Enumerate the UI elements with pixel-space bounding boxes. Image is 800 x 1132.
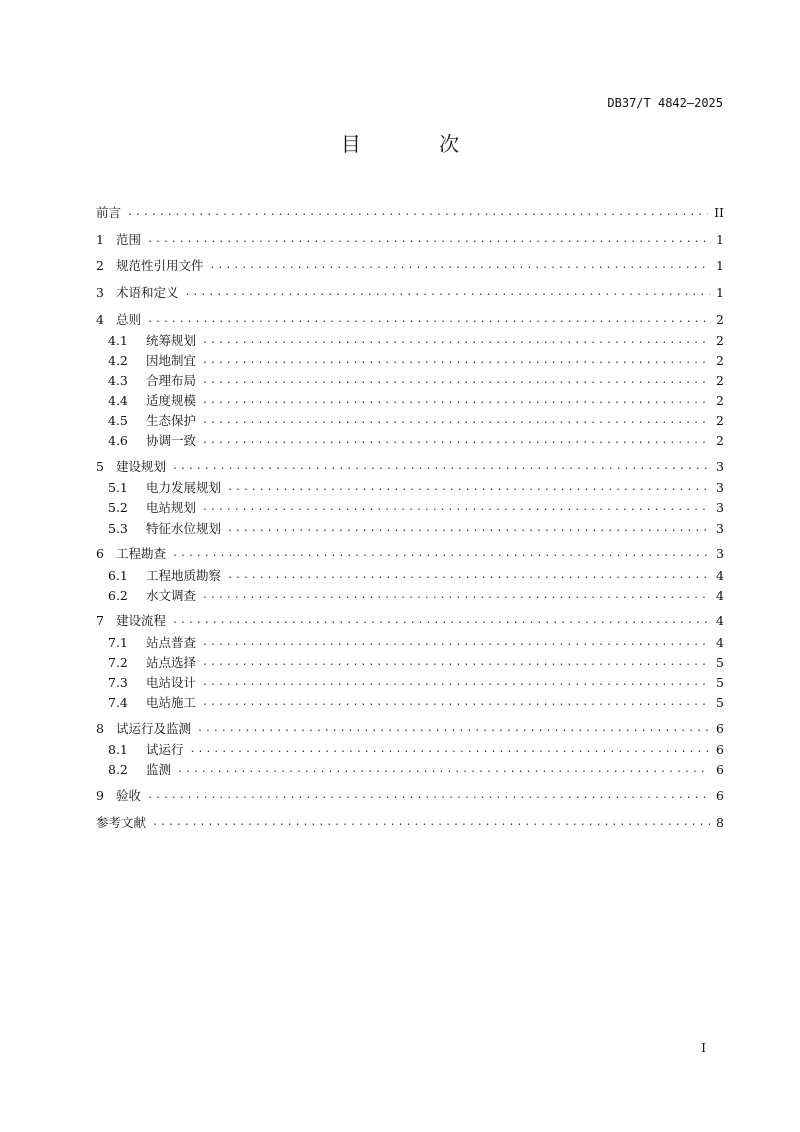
toc-entry-label: 前言 (96, 205, 122, 220)
toc-entry-4-2[interactable] (108, 352, 724, 370)
toc-entry-references[interactable] (96, 814, 724, 832)
toc-entry-page: 6 (716, 788, 724, 803)
toc-entry-page: 3 (716, 459, 724, 474)
toc-entry-page: II (714, 205, 724, 220)
toc-entry-number: 9 (96, 788, 104, 803)
toc-entry-number: 7 (96, 613, 104, 628)
toc-entry-label: 特征水位规划 (146, 521, 222, 536)
toc-entry-7-2[interactable] (108, 654, 724, 672)
toc-entry-label: 统筹规划 (146, 333, 197, 348)
toc-entry-4-3[interactable] (108, 372, 724, 390)
toc-entry-label: 站点选择 (146, 655, 197, 670)
toc-entry-4[interactable] (96, 311, 724, 329)
toc-entry-page: 5 (716, 655, 724, 670)
toc-entry-label: 建设规划 (116, 459, 167, 474)
toc-entry-number: 7.3 (108, 675, 128, 690)
toc-entry-4-5[interactable] (108, 412, 724, 430)
toc-entry-page: 2 (716, 312, 724, 327)
toc-entry-8[interactable] (96, 720, 724, 738)
toc-entry-label: 参考文献 (96, 815, 147, 830)
toc-entry-label: 协调一致 (146, 433, 197, 448)
toc-entry-1[interactable] (96, 231, 724, 249)
toc-entry-number: 2 (96, 258, 104, 273)
toc-leader-dots (227, 520, 710, 538)
toc-entry-4-4[interactable] (108, 392, 724, 410)
toc-entry-page: 2 (716, 433, 724, 448)
toc-entry-page: 2 (716, 373, 724, 388)
page-title: 目 次 (340, 132, 496, 156)
toc-entry-page: 3 (716, 500, 724, 515)
toc-entry-6-2[interactable] (108, 587, 724, 605)
toc-entry-number: 4.1 (108, 333, 128, 348)
toc-entry-label: 适度规模 (146, 393, 197, 408)
toc-leader-dots (227, 567, 710, 585)
toc-entry-page: 1 (716, 232, 724, 247)
toc-entry-label: 试运行及监测 (116, 721, 192, 736)
toc-entry-page: 6 (716, 762, 724, 777)
toc-entry-number: 4 (96, 312, 104, 327)
toc-entry-2[interactable] (96, 257, 724, 275)
toc-entry-number: 4.2 (108, 353, 128, 368)
toc-entry-page: 5 (716, 675, 724, 690)
toc-leader-dots (202, 392, 710, 410)
toc-entry-page: 4 (716, 613, 724, 628)
toc-entry-5[interactable] (96, 458, 724, 476)
toc-entry-number: 1 (96, 232, 104, 247)
toc-leader-dots (202, 634, 710, 652)
toc-entry-7[interactable] (96, 612, 724, 630)
toc-entry-number: 7.2 (108, 655, 128, 670)
toc-leader-dots (227, 479, 710, 497)
toc-leader-dots (152, 814, 710, 832)
toc-entry-label: 监测 (146, 762, 172, 777)
toc-entry-7-4[interactable] (108, 694, 724, 712)
toc-entry-page: 8 (716, 815, 724, 830)
toc-leader-dots (185, 284, 711, 302)
toc-entry-number: 5.2 (108, 500, 128, 515)
toc-leader-dots (202, 654, 710, 672)
toc-entry-label: 因地制宜 (146, 353, 197, 368)
toc-entry-label: 范围 (116, 232, 142, 247)
toc-entry-number: 7.4 (108, 695, 128, 710)
toc-entry-number: 4.5 (108, 413, 128, 428)
toc-leader-dots (147, 231, 710, 249)
toc-entry-label: 总则 (116, 312, 142, 327)
toc-leader-dots (202, 587, 710, 605)
toc-entry-5-3[interactable] (108, 520, 724, 538)
toc-entry-number: 3 (96, 285, 104, 300)
standard-code: DB37/T 4842—2025 (607, 96, 723, 110)
page-number: I (701, 1041, 706, 1055)
toc-entry-number: 6.2 (108, 588, 128, 603)
toc-leader-dots (147, 787, 710, 805)
toc-entry-label: 试运行 (146, 742, 184, 757)
toc-entry-page: 6 (716, 721, 724, 736)
toc-leader-dots (172, 612, 710, 630)
toc-entry-3[interactable] (96, 284, 724, 302)
toc-entry-page: 2 (716, 393, 724, 408)
toc-entry-page: 1 (716, 258, 724, 273)
toc-leader-dots (197, 720, 710, 738)
toc-entry-6-1[interactable] (108, 567, 724, 585)
toc-leader-dots (202, 694, 710, 712)
toc-entry-label: 电站规划 (146, 500, 197, 515)
toc-entry-page: 3 (716, 480, 724, 495)
toc-entry-page: 2 (716, 413, 724, 428)
toc-entry-number: 8.1 (108, 742, 128, 757)
toc-entry-8-1[interactable] (108, 741, 724, 759)
toc-leader-dots (202, 412, 710, 430)
toc-entry-page: 4 (716, 635, 724, 650)
toc-entry-number: 5.3 (108, 521, 128, 536)
toc-entry-page: 3 (716, 521, 724, 536)
toc-entry-number: 7.1 (108, 635, 128, 650)
toc-leader-dots (202, 332, 710, 350)
toc-leader-dots (190, 741, 711, 759)
toc-entry-7-3[interactable] (108, 674, 724, 692)
toc-entry-page: 3 (716, 546, 724, 561)
toc-entry-label: 生态保护 (146, 413, 197, 428)
toc-entry-number: 4.6 (108, 433, 128, 448)
toc-entry-5-1[interactable] (108, 479, 724, 497)
toc-entry-4-6[interactable] (108, 432, 724, 450)
toc-entry-4-1[interactable] (108, 332, 724, 350)
toc-leader-dots (202, 432, 710, 450)
toc-entry-preface[interactable] (96, 204, 724, 222)
toc-entry-6[interactable] (96, 545, 724, 563)
toc-entry-page: 6 (716, 742, 724, 757)
toc-leader-dots (172, 458, 710, 476)
toc-entry-number: 4.3 (108, 373, 128, 388)
toc-entry-number: 6 (96, 546, 104, 561)
toc-entry-label: 站点普查 (146, 635, 197, 650)
toc-leader-dots (127, 204, 708, 222)
toc-leader-dots (210, 257, 711, 275)
toc-entry-page: 2 (716, 353, 724, 368)
toc-entry-page: 1 (716, 285, 724, 300)
toc-entry-number: 5 (96, 459, 104, 474)
toc-entry-5-2[interactable] (108, 499, 724, 517)
toc-leader-dots (177, 761, 710, 779)
toc-entry-9[interactable] (96, 787, 724, 805)
toc-entry-number: 5.1 (108, 480, 128, 495)
toc-leader-dots (202, 372, 710, 390)
toc-entry-number: 8 (96, 721, 104, 736)
toc-entry-number: 8.2 (108, 762, 128, 777)
toc-entry-page: 4 (716, 568, 724, 583)
toc-entry-label: 电站设计 (146, 675, 197, 690)
toc-entry-page: 2 (716, 333, 724, 348)
toc-entry-number: 4.4 (108, 393, 128, 408)
toc-entry-page: 4 (716, 588, 724, 603)
toc-entry-label: 验收 (116, 788, 142, 803)
toc-leader-dots (202, 674, 710, 692)
toc-entry-label: 电力发展规划 (146, 480, 222, 495)
toc-leader-dots (202, 499, 710, 517)
toc-entry-label: 水文调查 (146, 588, 197, 603)
toc-entry-8-2[interactable] (108, 761, 724, 779)
toc-entry-7-1[interactable] (108, 634, 724, 652)
toc-entry-label: 合理布局 (146, 373, 197, 388)
toc-leader-dots (147, 311, 710, 329)
toc-entry-number: 6.1 (108, 568, 128, 583)
toc-leader-dots (172, 545, 710, 563)
toc-leader-dots (202, 352, 710, 370)
toc-entry-label: 术语和定义 (116, 285, 179, 300)
toc-entry-label: 工程勘查 (116, 546, 167, 561)
toc-entry-label: 规范性引用文件 (116, 258, 204, 273)
toc-entry-label: 电站施工 (146, 695, 197, 710)
toc-entry-page: 5 (716, 695, 724, 710)
toc-entry-label: 建设流程 (116, 613, 167, 628)
toc-entry-label: 工程地质勘察 (146, 568, 222, 583)
